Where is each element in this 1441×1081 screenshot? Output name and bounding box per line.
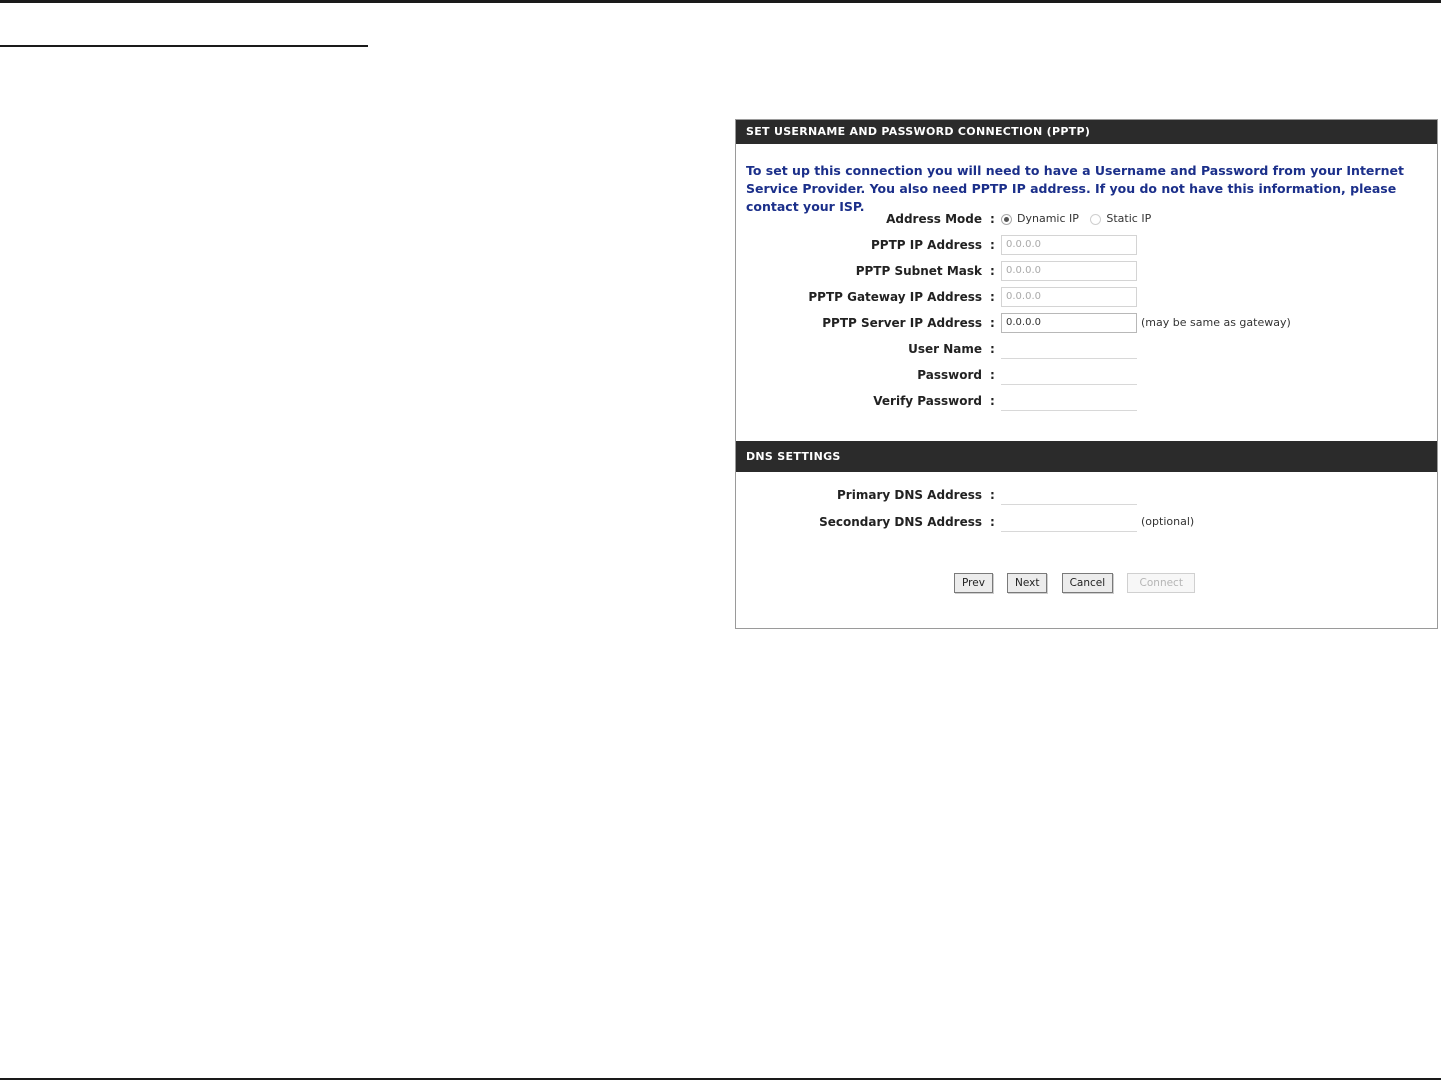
pptp-setup-panel	[735, 119, 1438, 629]
username-input[interactable]	[1001, 339, 1137, 359]
dynamic-ip-label: Dynamic IP	[1017, 212, 1079, 225]
wizard-buttons	[954, 571, 1204, 593]
next-button[interactable]: Next	[1007, 573, 1047, 593]
dns-section-title: DNS SETTINGS	[736, 441, 1437, 472]
secondary-dns-note: (optional)	[1141, 515, 1195, 528]
gateway-ip-row	[736, 286, 1437, 308]
secondary-dns-row	[736, 511, 1437, 533]
username-row	[736, 338, 1437, 360]
pptp-section-title: SET USERNAME AND PASSWORD CONNECTION (PPTP)	[736, 120, 1437, 144]
prev-button[interactable]: Prev	[954, 573, 993, 593]
server-ip-note: (may be same as gateway)	[1141, 316, 1291, 329]
verify-password-input[interactable]	[1001, 391, 1137, 411]
gateway-ip-input[interactable]: 0.0.0.0	[1001, 287, 1137, 307]
colon: :	[990, 394, 995, 408]
heading-underline	[0, 45, 368, 47]
password-row	[736, 364, 1437, 386]
bottom-rule	[0, 1078, 1441, 1080]
subnet-mask-row	[736, 260, 1437, 282]
colon: :	[990, 342, 995, 356]
gateway-ip-label: PPTP Gateway IP Address	[808, 290, 982, 304]
address-mode-radio-group	[1001, 208, 1159, 230]
intro-text: To set up this connection you will need to have a Username and Password from your Internet Service Provider. You also need PPTP IP address. If you do not have this information, please contact your ISP.	[746, 163, 1404, 214]
primary-dns-label: Primary DNS Address	[837, 488, 982, 502]
top-rule	[0, 0, 1441, 3]
colon: :	[990, 368, 995, 382]
verify-password-label: Verify Password	[873, 394, 982, 408]
subnet-mask-label: PPTP Subnet Mask	[855, 264, 982, 278]
connect-button[interactable]: Connect	[1127, 573, 1195, 593]
dynamic-ip-radio[interactable]	[1001, 214, 1012, 225]
subnet-mask-input[interactable]: 0.0.0.0	[1001, 261, 1137, 281]
primary-dns-row	[736, 484, 1437, 506]
pptp-ip-input[interactable]: 0.0.0.0	[1001, 235, 1137, 255]
address-mode-row	[736, 208, 1437, 230]
primary-dns-input[interactable]	[1001, 485, 1137, 505]
username-label: User Name	[908, 342, 982, 356]
server-ip-label: PPTP Server IP Address	[822, 316, 982, 330]
password-input[interactable]	[1001, 365, 1137, 385]
colon: :	[990, 515, 995, 529]
server-ip-input[interactable]: 0.0.0.0	[1001, 313, 1137, 333]
secondary-dns-label: Secondary DNS Address	[819, 515, 982, 529]
password-label: Password	[917, 368, 982, 382]
pptp-ip-label: PPTP IP Address	[871, 238, 982, 252]
address-mode-label: Address Mode	[886, 212, 982, 226]
server-ip-row	[736, 312, 1437, 334]
colon: :	[990, 212, 995, 226]
colon: :	[990, 316, 995, 330]
pptp-ip-row	[736, 234, 1437, 256]
colon: :	[990, 264, 995, 278]
static-ip-label: Static IP	[1106, 212, 1152, 225]
colon: :	[990, 488, 995, 502]
cancel-button[interactable]: Cancel	[1062, 573, 1114, 593]
static-ip-radio[interactable]	[1090, 214, 1101, 225]
colon: :	[990, 238, 995, 252]
secondary-dns-input[interactable]	[1001, 512, 1137, 532]
verify-password-row	[736, 390, 1437, 412]
colon: :	[990, 290, 995, 304]
